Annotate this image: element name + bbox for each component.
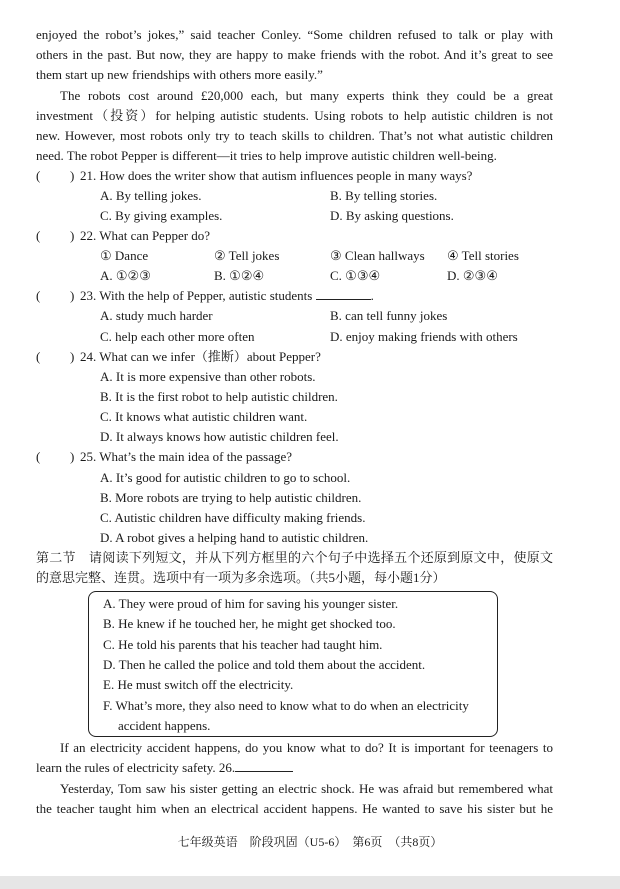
q23-stem-end: . xyxy=(370,288,374,303)
q24-option-c: C. It knows what autistic children want. xyxy=(100,409,308,424)
page-footer: 七年级英语 阶段巩固（U5-6） 第6页 （共8页） xyxy=(177,835,443,849)
answer-paren-close: ) xyxy=(70,228,75,243)
q22-option-b: B. ①②④ xyxy=(214,268,265,283)
passage2-line: If an electricity accident happens, do you know what to do? It is important for teenagers to xyxy=(60,740,553,755)
q22-item-1: ① Dance xyxy=(100,248,149,263)
passage-line: enjoyed the robot’s jokes,” said teacher Conley. “Some children refused to talk or play with xyxy=(36,27,553,42)
passage2-text: learn the rules of electricity safety. 26. xyxy=(36,760,236,775)
q21-option-b: B. By telling stories. xyxy=(330,188,438,203)
passage2-line: the teacher taught him when an electrical accident happens. He wanted to save his sister but he xyxy=(36,801,553,816)
q23-option-c: C. help each other more often xyxy=(100,329,255,344)
question-23-stem xyxy=(80,288,374,304)
q24-option-d: D. It always knows how autistic children feel. xyxy=(100,429,339,444)
box-option-c: C. He told his parents that his teacher had taught him. xyxy=(103,637,383,652)
q25-option-b: B. More robots are trying to help autistic children. xyxy=(100,490,362,505)
question-21-stem: 21. How does the writer show that autism influences people in many ways? xyxy=(80,168,473,183)
passage2-line: Yesterday, Tom saw his sister getting an electric shock. He was afraid but remembered what xyxy=(60,781,553,796)
question-22-stem: 22. What can Pepper do? xyxy=(80,228,211,243)
answer-paren-open: ( xyxy=(36,168,41,183)
passage-line: others in the past. But now, they are happy to make friends with the robot. And it’s great to see xyxy=(36,47,553,62)
question-24-stem: 24. What can we infer（推断）about Pepper? xyxy=(80,349,321,364)
q22-option-c: C. ①③④ xyxy=(330,268,381,283)
q25-option-a: A. It’s good for autistic children to go to school. xyxy=(100,470,351,485)
q23-stem-text: 23. With the help of Pepper, autistic students xyxy=(80,288,313,303)
box-option-f: F. What’s more, they also need to know what to do when an electricity xyxy=(103,698,469,713)
q24-option-a: A. It is more expensive than other robots. xyxy=(100,369,316,384)
q22-item-2: ② Tell jokes xyxy=(214,248,280,263)
answer-paren-close: ) xyxy=(70,168,75,183)
answer-paren-open: ( xyxy=(36,228,41,243)
box-option-f-cont: accident happens. xyxy=(118,718,211,733)
q22-option-a: A. ①②③ xyxy=(100,268,151,283)
passage2-line xyxy=(36,760,293,776)
q22-item-3: ③ Clean hallways xyxy=(330,248,425,263)
answer-paren-close: ) xyxy=(70,349,75,364)
q22-option-d: D. ②③④ xyxy=(447,268,498,283)
box-option-b: B. He knew if he touched her, he might get shocked too. xyxy=(103,616,396,631)
q21-option-d: D. By asking questions. xyxy=(330,208,454,223)
passage-line: need. The robot Pepper is different—it tries to help improve autistic children well-being. xyxy=(36,148,497,163)
box-option-a: A. They were proud of him for saving his younger sister. xyxy=(103,596,399,611)
answer-paren-close: ) xyxy=(70,288,75,303)
answer-paren-close: ) xyxy=(70,449,75,464)
q25-option-d: D. A robot gives a helping hand to autistic children. xyxy=(100,530,369,545)
q21-option-c: C. By giving examples. xyxy=(100,208,223,223)
answer-paren-open: ( xyxy=(36,449,41,464)
q23-option-d: D. enjoy making friends with others xyxy=(330,329,518,344)
passage-line: The robots cost around £20,000 each, but many experts think they could be a great xyxy=(60,88,553,103)
answer-paren-open: ( xyxy=(36,288,41,303)
q25-option-c: C. Autistic children have difficulty making friends. xyxy=(100,510,366,525)
section-2-instruction: 的意思完整、连贯。选项中有一项为多余选项。（共5小题，每小题1分） xyxy=(36,570,446,585)
passage-line: new. However, most robots only try to teach skills to children. That’s not what autistic children xyxy=(36,128,553,143)
question-25-stem: 25. What’s the main idea of the passage? xyxy=(80,449,293,464)
passage-line: investment（投资）for helping autistic students. Using robots to help autistic children is not xyxy=(36,108,553,123)
passage-line: them start up new friendships with others more easily.” xyxy=(36,67,323,82)
q24-option-b: B. It is the first robot to help autistic children. xyxy=(100,389,338,404)
q21-option-a: A. By telling jokes. xyxy=(100,188,202,203)
q23-option-a: A. study much harder xyxy=(100,308,213,323)
q22-item-4: ④ Tell stories xyxy=(447,248,519,263)
bottom-bar xyxy=(0,876,620,889)
q23-option-b: B. can tell funny jokes xyxy=(330,308,448,323)
box-option-e: E. He must switch off the electricity. xyxy=(103,677,294,692)
answer-blank-26[interactable] xyxy=(235,760,293,772)
answer-paren-open: ( xyxy=(36,349,41,364)
section-2-instruction: 第二节 请阅读下列短文，并从下列方框里的六个句子中选择五个还原到原文中，使原文 xyxy=(36,550,553,565)
answer-blank[interactable] xyxy=(316,288,371,300)
box-option-d: D. Then he called the police and told them about the accident. xyxy=(103,657,426,672)
